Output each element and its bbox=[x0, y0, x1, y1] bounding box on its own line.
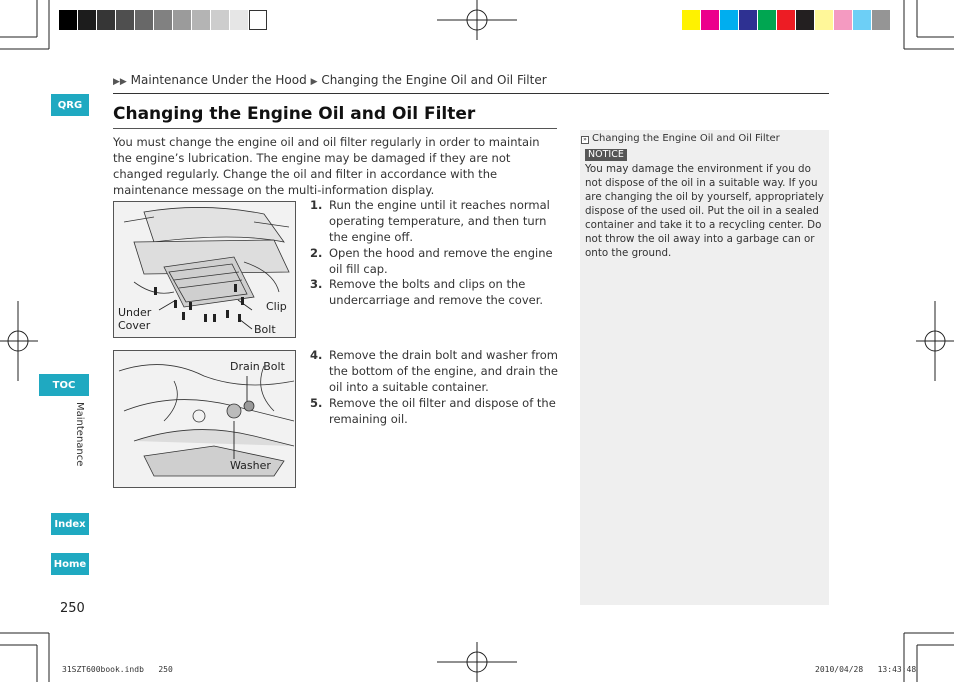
color-swatch bbox=[192, 10, 210, 30]
washer-label: Washer bbox=[230, 459, 271, 472]
color-swatch bbox=[78, 10, 96, 30]
breadcrumb-arrow-icon: ▶▶ bbox=[113, 77, 127, 87]
color-swatch bbox=[682, 10, 700, 30]
color-swatch bbox=[211, 10, 229, 30]
under-cover-label: Under Cover bbox=[118, 306, 152, 332]
color-swatch bbox=[815, 10, 833, 30]
footer-file: 31SZT600book.indb 250 bbox=[62, 665, 173, 674]
color-swatch bbox=[97, 10, 115, 30]
page-number: 250 bbox=[60, 601, 85, 616]
color-swatch bbox=[739, 10, 757, 30]
color-swatch bbox=[135, 10, 153, 30]
sidebar-body: You may damage the environment if you do not dispose of the oil in a suitable way. If you are changing the oil by yourself, appropriately dispose of the used oil. Put the oil in a sealed container and take it to a recycling center. Do not throw the oil away into a garbage can or onto the ground. bbox=[585, 163, 824, 259]
color-swatch bbox=[116, 10, 134, 30]
step-5 bbox=[310, 395, 560, 429]
color-swatch bbox=[249, 10, 267, 30]
color-swatch bbox=[834, 10, 852, 30]
step-2 bbox=[310, 245, 560, 279]
grayscale-color-bar bbox=[59, 0, 271, 40]
color-swatch bbox=[777, 10, 795, 30]
color-swatch bbox=[872, 10, 890, 30]
step-text: Remove the bolts and clips on the undercarriage and remove the cover. bbox=[329, 277, 544, 307]
notice-badge: NOTICE bbox=[585, 149, 627, 161]
step-text: Remove the oil filter and dispose of the remaining oil. bbox=[329, 396, 556, 426]
color-swatch bbox=[720, 10, 738, 30]
color-swatch bbox=[701, 10, 719, 30]
breadcrumb-separator-icon: ▶ bbox=[310, 77, 318, 87]
clip-label: Clip bbox=[266, 300, 287, 313]
step-number: 3. bbox=[310, 277, 323, 291]
step-text: Open the hood and remove the engine oil fill cap. bbox=[329, 246, 553, 276]
drain-bolt-figure bbox=[113, 350, 296, 488]
footer-timestamp: 2010/04/28 13:43:48 bbox=[815, 665, 917, 674]
color-swatch bbox=[796, 10, 814, 30]
step-number: 2. bbox=[310, 246, 323, 260]
note-icon: » bbox=[581, 136, 589, 144]
breadcrumb-parent-link[interactable]: Maintenance Under the Hood bbox=[130, 73, 307, 87]
toc-tab[interactable]: TOC bbox=[39, 374, 89, 396]
step-number: 5. bbox=[310, 396, 323, 410]
step-number: 1. bbox=[310, 198, 323, 212]
color-swatch bbox=[173, 10, 191, 30]
section-label: Maintenance bbox=[74, 402, 85, 467]
intro-paragraph: You must change the engine oil and oil filter regularly in order to maintain the engine’s lubrication. The engine may be damaged if they are not changed regularly. Change the oil and filter in accordance with the maintenance message on the multi-information display. bbox=[113, 135, 540, 197]
step-number: 4. bbox=[310, 348, 323, 362]
color-swatch bbox=[758, 10, 776, 30]
color-swatch bbox=[853, 10, 871, 30]
home-tab[interactable]: Home bbox=[51, 553, 89, 575]
header-rule bbox=[113, 93, 829, 94]
undercover-figure bbox=[113, 201, 296, 338]
breadcrumb-current: Changing the Engine Oil and Oil Filter bbox=[321, 73, 547, 87]
step-4 bbox=[310, 347, 560, 397]
color-swatch bbox=[154, 10, 172, 30]
drain-bolt-label: Drain Bolt bbox=[230, 360, 285, 373]
step-text: Run the engine until it reaches normal operating temperature, and then turn the engine off. bbox=[329, 198, 550, 244]
page-title: Changing the Engine Oil and Oil Filter bbox=[113, 104, 476, 124]
color-swatch bbox=[59, 10, 77, 30]
sidebar-title: Changing the Engine Oil and Oil Filter bbox=[592, 133, 780, 144]
color-swatch bbox=[230, 10, 248, 30]
index-tab[interactable]: Index bbox=[51, 513, 89, 535]
step-1 bbox=[310, 197, 560, 247]
step-3 bbox=[310, 276, 560, 310]
sidebar-note bbox=[580, 130, 829, 605]
breadcrumb bbox=[113, 73, 547, 87]
step-text: Remove the drain bolt and washer from the bottom of the engine, and drain the oil into a suitable container. bbox=[329, 348, 559, 394]
qrg-tab[interactable]: QRG bbox=[51, 94, 89, 116]
title-rule bbox=[113, 128, 557, 129]
bolt-label: Bolt bbox=[254, 323, 276, 336]
process-color-bar bbox=[682, 0, 894, 40]
